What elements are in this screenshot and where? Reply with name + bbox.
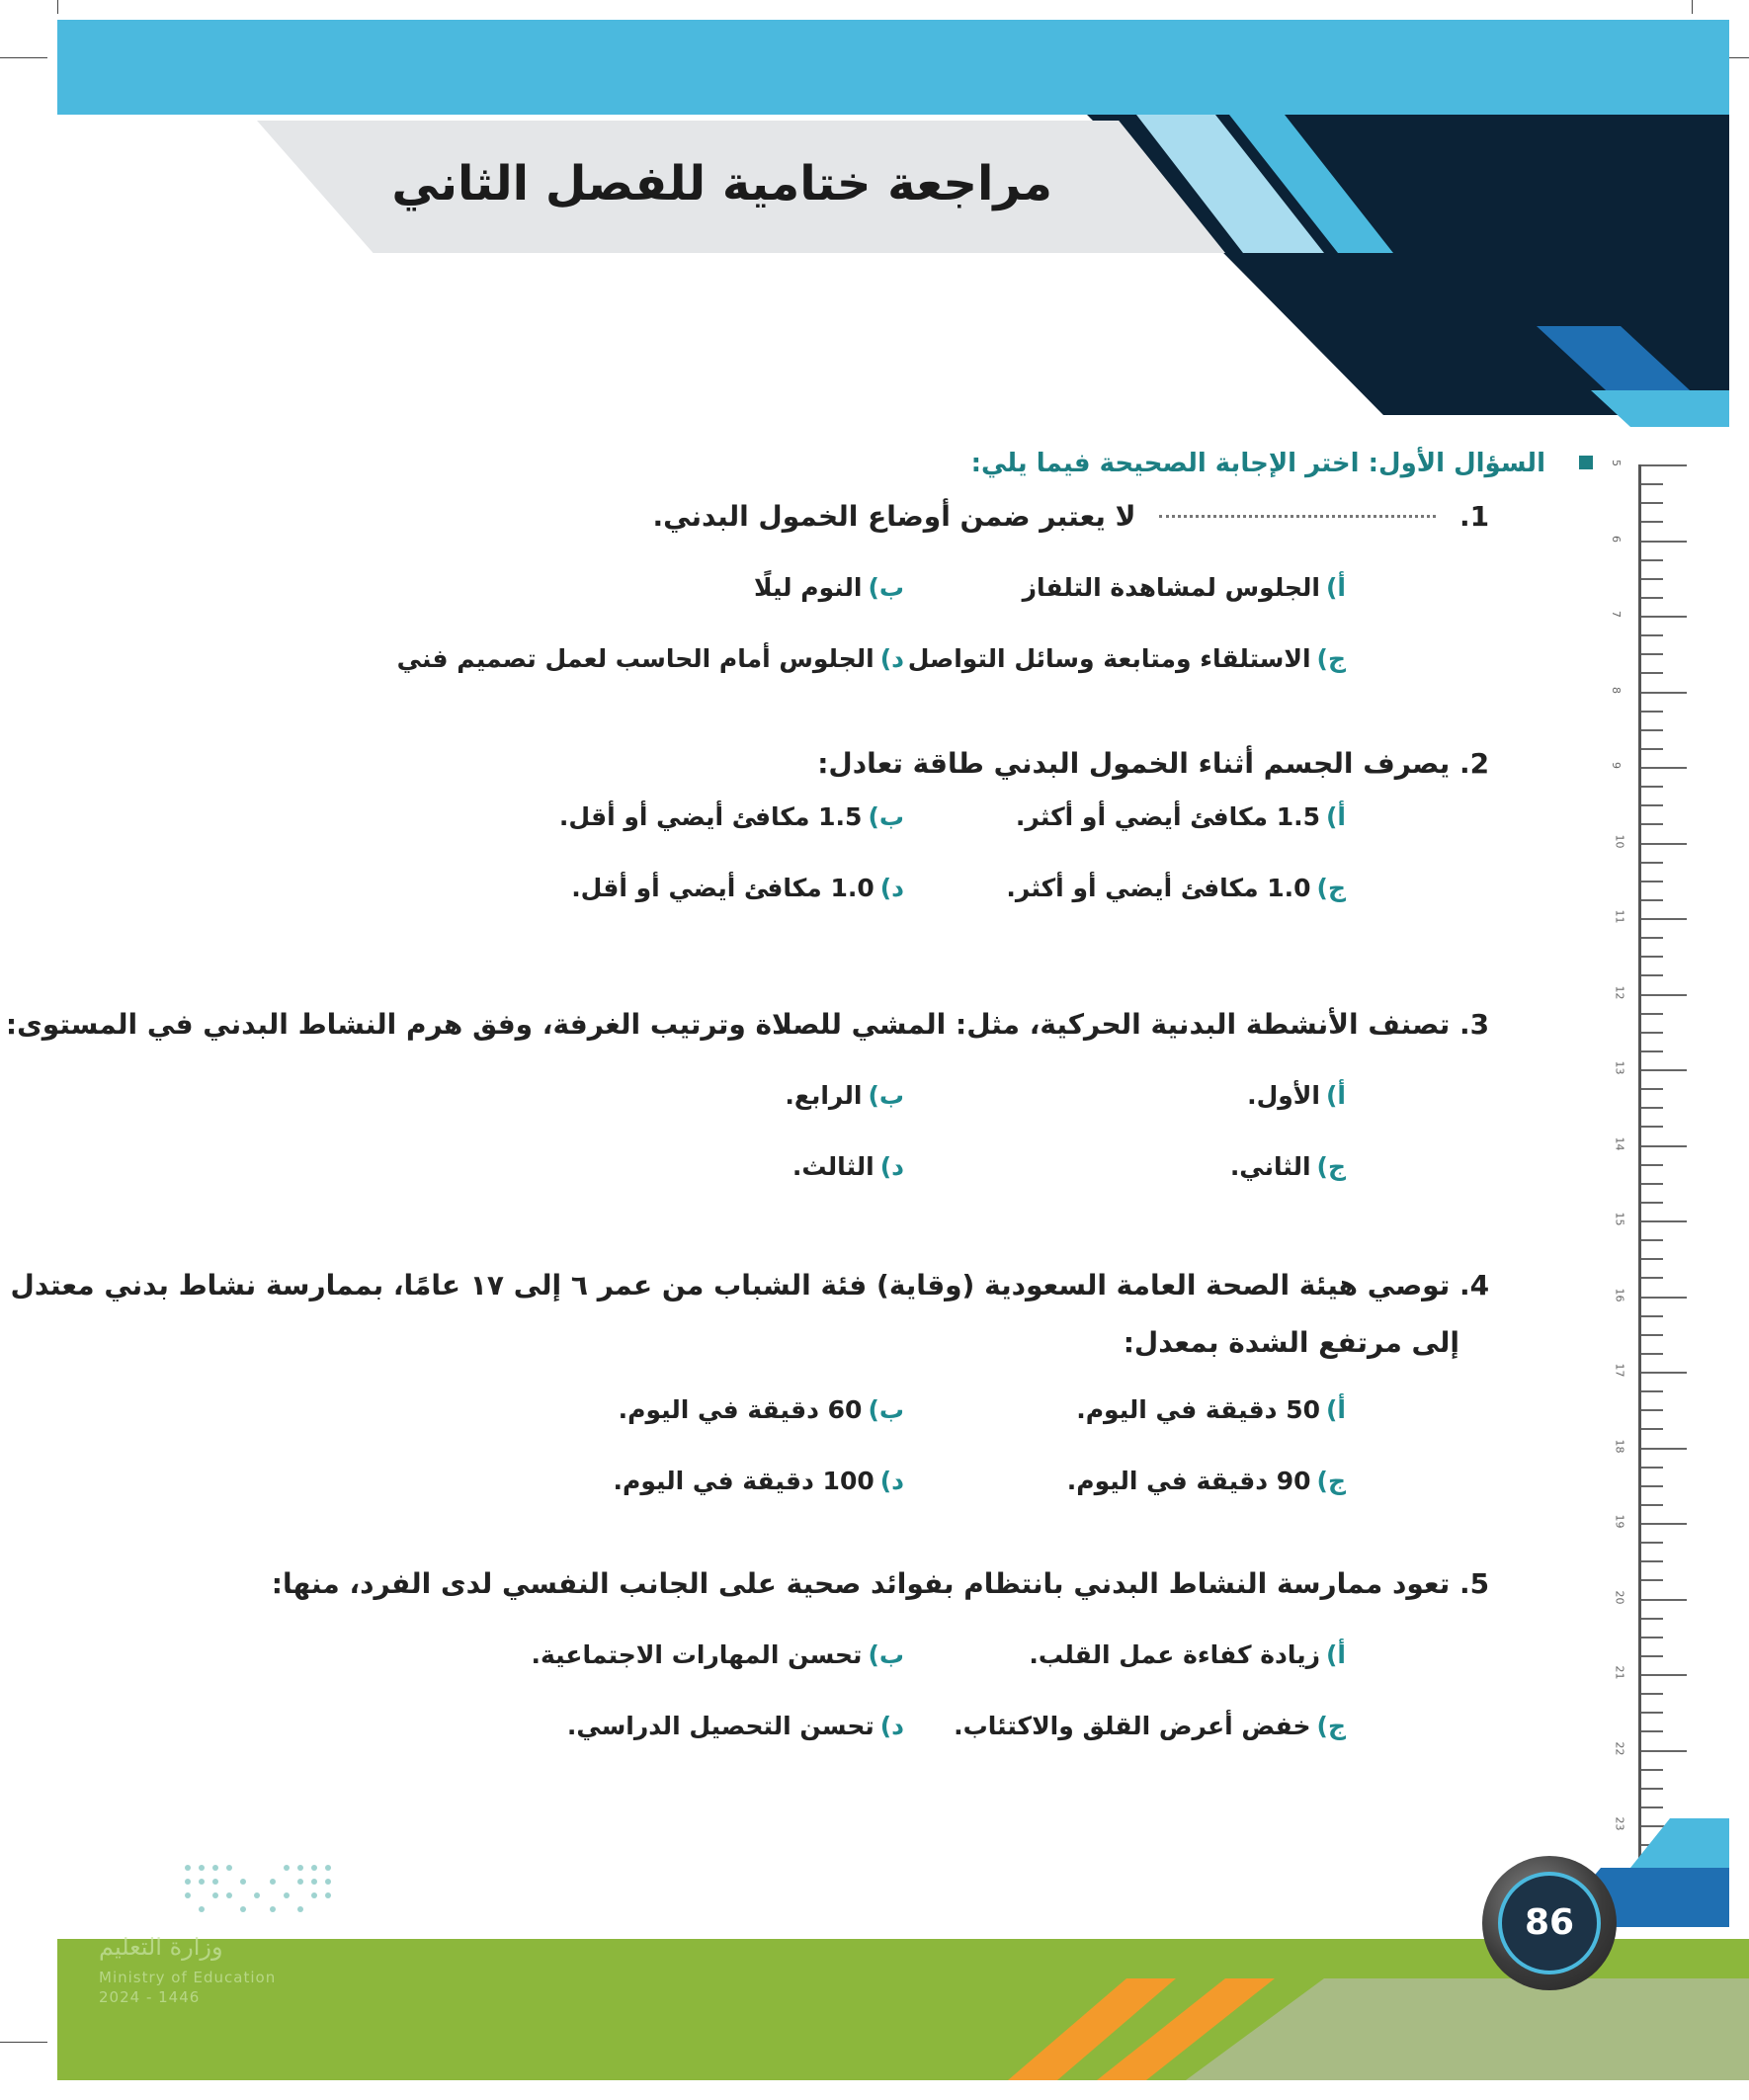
ruler-tick <box>1641 1164 1663 1166</box>
question-text: توصي هيئة الصحة العامة السعودية (وقاية) فئة الشباب من عمر ٦ إلى ١٧ عامًا، بممارسة نشاط بدني معتدل <box>10 1269 1451 1302</box>
ruler-label: 8 <box>1610 686 1623 694</box>
ruler-label: 22 <box>1613 1741 1626 1755</box>
ruler-tick <box>1641 1050 1663 1052</box>
ruler-tick <box>1641 994 1687 996</box>
ruler-tick <box>1641 483 1663 485</box>
option-d[interactable]: د)الثالث. <box>791 1152 904 1181</box>
question-5 <box>272 1567 1511 1600</box>
option-c[interactable]: ج)خفض أعرض القلق والاكتئاب. <box>954 1712 1346 1740</box>
option-b[interactable]: ب)الرابع. <box>785 1081 904 1110</box>
ruler-tick <box>1641 1126 1663 1128</box>
ruler-tick <box>1641 634 1663 636</box>
question-text: لا يعتبر ضمن أوضاع الخمول البدني. <box>652 500 1136 533</box>
ruler-label: 14 <box>1613 1136 1626 1150</box>
ruler-tick <box>1641 729 1663 731</box>
ruler-tick <box>1641 521 1663 523</box>
ruler-tick <box>1641 1409 1663 1411</box>
ruler-tick <box>1641 1315 1663 1317</box>
ruler-tick <box>1641 1712 1663 1714</box>
question-number: 1. <box>1459 500 1490 533</box>
answer-blank <box>1159 515 1436 518</box>
ruler-tick <box>1641 597 1663 599</box>
ruler-tick <box>1641 1107 1663 1109</box>
ruler-label: 12 <box>1613 985 1626 999</box>
ruler-tick <box>1641 616 1687 618</box>
ruler-tick <box>1641 1693 1663 1695</box>
section-title: السؤال الأول: اختر الإجابة الصحيحة فيما يلي: <box>970 449 1545 478</box>
option-b[interactable]: ب)النوم ليلًا <box>754 573 904 602</box>
ruler-tick <box>1641 1088 1663 1090</box>
ruler-label: 6 <box>1610 535 1623 543</box>
ruler-label: 11 <box>1613 909 1626 924</box>
ruler-tick <box>1641 1523 1687 1525</box>
question-2 <box>817 747 1511 780</box>
ruler-tick <box>1641 1618 1663 1620</box>
option-b[interactable]: ب)1.5 مكافئ أيضي أو أقل. <box>558 802 904 831</box>
ruler-label: 10 <box>1613 834 1626 848</box>
ruler-tick <box>1641 1579 1663 1581</box>
ruler-tick <box>1641 918 1687 920</box>
ruler-label: 16 <box>1613 1288 1626 1302</box>
ruler-tick <box>1641 881 1663 882</box>
ruler-tick <box>1641 1220 1687 1222</box>
ruler-label: 23 <box>1613 1816 1626 1831</box>
question-4-continued: إلى مرتفع الشدة بمعدل: <box>1123 1326 1459 1359</box>
ruler-tick <box>1641 823 1663 825</box>
question-4 <box>11 1269 1511 1302</box>
option-c[interactable]: ج)الاستلقاء ومتابعة وسائل التواصل <box>907 644 1346 673</box>
ruler-tick <box>1641 1485 1663 1487</box>
ruler-label: 7 <box>1610 611 1623 618</box>
ruler-tick <box>1641 1183 1663 1185</box>
option-c[interactable]: ج)90 دقيقة في اليوم. <box>1066 1467 1346 1495</box>
ministry-name-en: Ministry of Education <box>99 1969 277 1986</box>
ruler-tick <box>1641 899 1663 901</box>
ruler-tick <box>1641 804 1663 806</box>
ruler-tick <box>1641 1258 1663 1260</box>
accent-stripe <box>1591 390 1729 427</box>
ruler-tick <box>1641 692 1687 694</box>
ruler-tick <box>1641 1390 1663 1392</box>
option-d[interactable]: د)1.0 مكافئ أيضي أو أقل. <box>571 874 904 902</box>
ruler-tick <box>1641 786 1663 788</box>
question-text: تصنف الأنشطة البدنية الحركية، مثل: المشي للصلاة وترتيب الغرفة، وفق هرم النشاط البدني في المستوى: <box>5 1008 1451 1041</box>
ruler-tick <box>1641 559 1663 561</box>
ruler-tick <box>1641 767 1687 769</box>
ruler-tick <box>1641 1542 1663 1544</box>
ruler-tick <box>1641 541 1687 543</box>
option-c[interactable]: ج)الثاني. <box>1229 1152 1346 1181</box>
option-c[interactable]: ج)1.0 مكافئ أيضي أو أكثر. <box>1006 874 1346 902</box>
ruler-tick <box>1641 464 1687 466</box>
ruler-tick <box>1641 1239 1663 1241</box>
ruler-label: 18 <box>1613 1439 1626 1453</box>
ruler-tick <box>1641 1560 1663 1562</box>
question-number: 5. <box>1459 1567 1490 1600</box>
ruler-tick <box>1641 1769 1663 1771</box>
ruler-tick <box>1641 578 1663 580</box>
option-b[interactable]: ب)60 دقيقة في اليوم. <box>618 1395 904 1424</box>
question-text: تعود ممارسة النشاط البدني بانتظام بفوائد صحية على الجانب النفسي لدى الفرد، منها: <box>271 1567 1451 1600</box>
option-a[interactable]: أ)1.5 مكافئ أيضي أو أكثر. <box>1015 802 1346 831</box>
ruler-label: 17 <box>1613 1363 1626 1378</box>
section-bullet-icon <box>1579 456 1593 469</box>
ruler-tick <box>1641 1637 1663 1638</box>
ruler-tick <box>1641 843 1687 845</box>
question-number: 2. <box>1459 747 1490 780</box>
ruler-tick <box>1641 1069 1687 1071</box>
ruler-tick <box>1641 653 1663 655</box>
question-3 <box>6 1008 1511 1041</box>
ruler-tick <box>1641 1353 1663 1355</box>
ruler-tick <box>1641 1372 1687 1374</box>
ruler-label: 15 <box>1613 1212 1626 1226</box>
question-number: 4. <box>1459 1269 1490 1302</box>
ruler-tick <box>1641 502 1663 504</box>
ruler-tick <box>1641 862 1663 864</box>
ruler-label: 20 <box>1613 1590 1626 1604</box>
ruler-label: 19 <box>1613 1514 1626 1529</box>
ruler-tick <box>1641 672 1663 674</box>
ministry-name-ar: وزارة التعليم <box>99 1933 223 1961</box>
ruler-tick <box>1641 974 1663 976</box>
ruler-label: 5 <box>1610 460 1623 466</box>
option-d[interactable]: د)تحسن التحصيل الدراسي. <box>566 1712 904 1740</box>
ruler-tick <box>1641 1504 1663 1506</box>
ruler-tick <box>1641 1655 1663 1657</box>
ruler-tick <box>1641 1032 1663 1034</box>
ruler-tick <box>1641 1750 1687 1752</box>
ruler-tick <box>1641 1448 1687 1450</box>
ruler-tick <box>1641 1674 1687 1676</box>
ruler-tick <box>1641 1730 1663 1732</box>
ruler-tick <box>1641 1277 1663 1279</box>
ruler-tick <box>1641 1599 1687 1601</box>
ruler-tick <box>1641 711 1663 713</box>
option-d[interactable]: د)الجلوس أمام الحاسب لعمل تصميم فني <box>396 644 904 673</box>
page-title: مراجعة ختامية للفصل الثاني <box>391 156 1052 211</box>
question-number: 3. <box>1459 1008 1490 1041</box>
ruler-label: 13 <box>1613 1060 1626 1075</box>
ministry-year: 2024 - 1446 <box>99 1988 201 2006</box>
question-1 <box>652 500 1511 533</box>
ruler-tick <box>1641 1428 1663 1430</box>
ruler-tick <box>1641 748 1663 750</box>
ruler-tick <box>1641 1467 1663 1469</box>
ruler-tick <box>1641 1013 1663 1015</box>
ruler-label: 9 <box>1610 762 1623 769</box>
option-a[interactable]: أ)الجلوس لمشاهدة التلفاز <box>1022 573 1346 602</box>
option-a[interactable]: أ)الأول. <box>1247 1081 1346 1110</box>
ruler-tick <box>1641 1334 1663 1336</box>
page-number: 86 <box>1524 1902 1575 1943</box>
ruler-label: 21 <box>1613 1665 1626 1680</box>
ruler-tick <box>1641 937 1663 939</box>
ruler-tick <box>1641 1297 1687 1299</box>
option-a[interactable]: أ)زيادة كفاءة عمل القلب. <box>1029 1640 1346 1669</box>
ruler-tick <box>1641 1788 1663 1790</box>
ruler-tick <box>1641 1145 1687 1147</box>
ruler-tick <box>1641 956 1663 958</box>
question-text: يصرف الجسم أثناء الخمول البدني طاقة تعادل: <box>817 747 1451 780</box>
ruler-tick <box>1641 1202 1663 1204</box>
option-a[interactable]: أ)50 دقيقة في اليوم. <box>1076 1395 1346 1424</box>
option-b[interactable]: ب)تحسن المهارات الاجتماعية. <box>531 1640 904 1669</box>
option-d[interactable]: د)100 دقيقة في اليوم. <box>613 1467 904 1495</box>
